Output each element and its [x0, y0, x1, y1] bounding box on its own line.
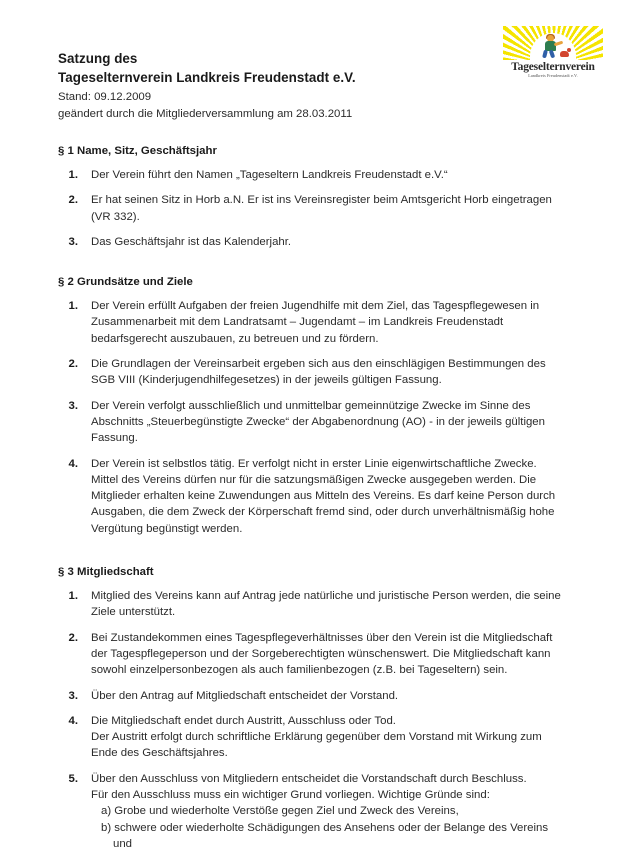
list-item: [58, 713, 563, 762]
item-number: 2.: [68, 194, 78, 207]
item-number: 3.: [68, 399, 78, 412]
logo-subtitle: Landkreis Freudenstadt e.V.: [528, 73, 578, 78]
list-item: [58, 771, 563, 852]
list-item: [58, 688, 563, 704]
section-3-item-list: [58, 588, 563, 852]
item-text: Er hat seinen Sitz in Horb a.N. Er ist ins Vereinsregister beim Amtsgericht Horb eingetragen (VR 332).: [91, 194, 552, 223]
item-number: 3.: [68, 689, 78, 702]
section-heading-2: § 2 Grundsätze und Ziele: [58, 276, 193, 289]
list-item: [58, 398, 563, 447]
list-item: [58, 298, 563, 347]
item-number: 4.: [68, 714, 78, 727]
item-number: 4.: [68, 457, 78, 470]
document-amendment-note: geändert durch die Mitgliederversammlung am 28.03.2011: [58, 108, 353, 120]
document-body: [58, 49, 563, 852]
item-text-line-1: Über den Ausschluss von Mitgliedern entscheidet die Vorstandschaft durch Beschluss.: [91, 772, 527, 785]
section-paragraph-2: [58, 274, 563, 537]
section-paragraph-1: [58, 143, 563, 250]
list-item: [58, 167, 563, 183]
item-text: Bei Zustandekommen eines Tagespflegeverhältnisses über den Verein ist die Mitgliedschaft der Tagespflegeperson und der Sorgeberechtigten wünschenswert. Die Mitgliedschaft kann sowohl einzelpersonbezogen als auch familienbezogen (z.B. bei Tageseltern) sein.: [91, 631, 553, 677]
item-number: 2.: [68, 631, 78, 644]
item-subpoint-b-continuation: und: [113, 837, 133, 850]
section-2-item-list: [58, 298, 563, 537]
item-text: Der Verein erfüllt Aufgaben der freien Jugendhilfe mit dem Ziel, das Tagespflegewesen in Zusammenarbeit mit dem Landratsamt – Jugendamt – im Landkreis Freudenstadt bedarfsgerecht auszubauen, zu betreuen und zu fördern.: [91, 300, 540, 345]
item-text: Das Geschäftsjahr ist das Kalenderjahr.: [91, 235, 292, 248]
item-number: 1.: [68, 300, 78, 313]
item-subpoint-b: b) schwere oder wiederholte Schädigungen des Ansehens oder der Belange des Vereins: [101, 821, 549, 834]
list-item: [58, 356, 563, 389]
list-item: [58, 456, 563, 537]
item-text: Die Grundlagen der Vereinsarbeit ergeben sich aus den einschlägigen Bestimmungen des SGB VIII (Kinderjugendhilfegesetzes) in der jeweils gültigen Fassung.: [91, 358, 546, 387]
item-text: Mitglied des Vereins kann auf Antrag jede natürliche und juristische Person werden, die seine Ziele unterstützt.: [91, 590, 561, 619]
item-number: 3.: [68, 235, 78, 248]
document-title-line-2: Tageselternverein Landkreis Freudenstadt e.V.: [58, 70, 356, 85]
section-paragraph-3: [58, 564, 563, 852]
item-number: 2.: [68, 358, 78, 371]
document-status-date: Stand: 09.12.2009: [58, 91, 152, 103]
list-item: [58, 630, 563, 679]
list-item: [58, 588, 563, 621]
item-number: 1.: [68, 169, 78, 181]
item-text-line-2: Für den Ausschluss muss ein wichtiger Grund vorliegen. Wichtige Gründe sind:: [91, 789, 490, 802]
section-heading-3: § 3 Mitgliedschaft: [58, 566, 154, 579]
item-text: Der Verein ist selbstlos tätig. Er verfolgt nicht in erster Linie eigenwirtschaftliche Zwecke. Mittel des Vereins dürfen nur für die satzungsmäßigen Zwecke ausgegeben werden. Die Mitglieder erhalten keine Zuwendungen aus Mitteln des Vereins. Es darf keine Person durch Ausgaben, die dem Zweck der Körperschaft fremd sind, oder durch unverhältnismäßig hohe Vergütung begünstigt werden.: [91, 457, 556, 535]
item-text-line-1: Die Mitgliedschaft endet durch Austritt, Ausschluss oder Tod.: [91, 714, 396, 727]
item-text-line-2: Der Austritt erfolgt durch schriftliche Erklärung gegenüber dem Vorstand mit Wirkung zum Ende des Geschäftsjahres.: [91, 731, 542, 760]
item-subpoint-a: a) Grobe und wiederholte Verstöße gegen Ziel und Zweck des Vereins,: [101, 805, 459, 818]
item-number: 1.: [68, 590, 78, 603]
item-number: 5.: [68, 772, 78, 785]
document-title-line-1: Satzung des: [58, 51, 138, 66]
item-text: Über den Antrag auf Mitgliedschaft entscheidet der Vorstand.: [91, 689, 399, 702]
section-1-item-list: [58, 167, 563, 250]
logo-wordmark: Tageselternverein: [511, 61, 595, 73]
list-item: [58, 234, 563, 250]
list-item: [58, 192, 563, 225]
item-text: Der Verein verfolgt ausschließlich und unmittelbar gemeinnützige Zwecke im Sinne des Abschnitts „Steuerbegünstigte Zwecke“ der Abgabenordnung (AO) - in der jeweils gültigen Fassung.: [91, 399, 545, 445]
item-text: Der Verein führt den Namen „Tageseltern Landkreis Freudenstadt e.V.“: [91, 169, 448, 181]
section-heading-1: § 1 Name, Sitz, Geschäftsjahr: [58, 145, 217, 157]
